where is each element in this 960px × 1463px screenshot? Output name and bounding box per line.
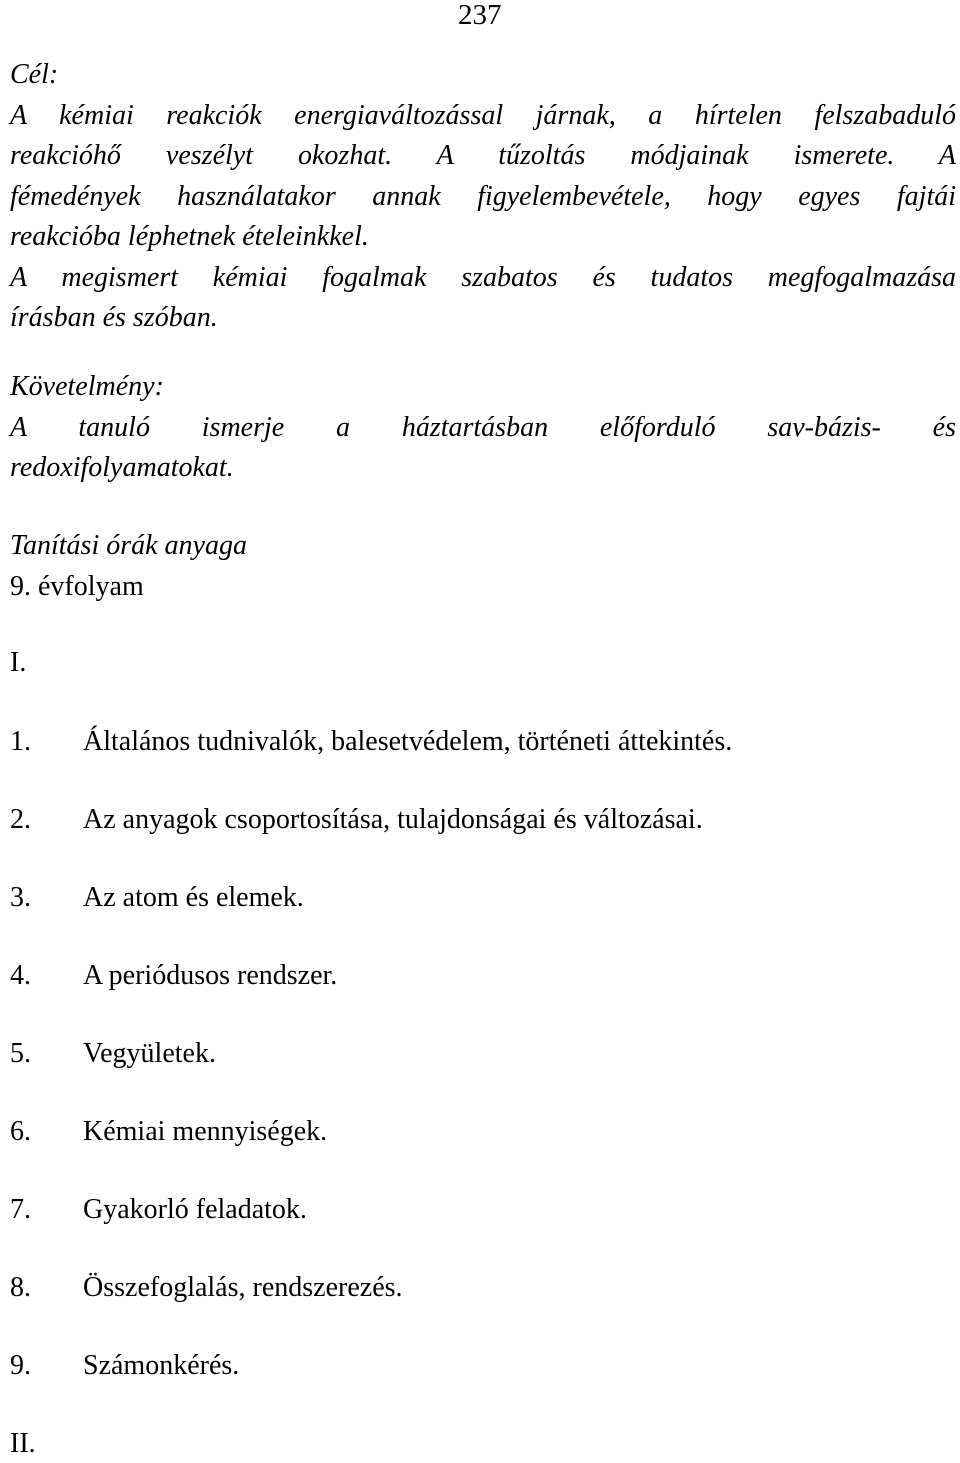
lesson-item [10,1115,950,1193]
lesson-title: Vegyületek. [83,1038,216,1069]
lesson-title: Az atom és elemek. [83,882,304,913]
page-number: 237 [458,0,502,31]
cel-line: reakcióba léphetnek ételeinkkel. [10,221,369,252]
lesson-number: 9. [10,1350,31,1381]
lesson-number: 6. [10,1116,31,1147]
tanitasi-section [10,526,956,607]
lesson-number: 2. [10,804,31,835]
lesson-number: 7. [10,1194,31,1225]
lesson-list [10,725,950,1427]
cel-line: A kémiai reakciók energiaváltozással járnak, a hírtelen felszabaduló [10,99,956,131]
tanitasi-heading: Tanítási órák anyaga [10,530,247,561]
cel-line: A megismert kémiai fogalmak szabatos és tudatos megfogalmazása [10,261,956,293]
kovetelmeny-line: A tanuló ismerje a háztartásban előforduló sav-bázis- és [10,411,956,443]
section-heading-1: I. [10,647,27,678]
cel-line: fémedények használatakor annak figyelembevétele, hogy egyes fajtái [10,180,956,212]
cel-line: reakcióhő veszélyt okozhat. A tűzoltás módjainak ismerete. A [10,140,956,171]
lesson-number: 1. [10,726,31,757]
lesson-title: Számonkérés. [83,1350,240,1381]
lesson-number: 3. [10,882,31,913]
lesson-number: 5. [10,1038,31,1069]
lesson-title: Összefoglalás, rendszerezés. [83,1272,403,1303]
cel-heading: Cél: [10,59,59,90]
lesson-item [10,1193,950,1271]
grade-label: 9. évfolyam [10,570,144,602]
lesson-number: 8. [10,1272,31,1303]
kovetelmeny-line: redoxifolyamatokat. [10,452,234,483]
lesson-title: Kémiai mennyiségek. [83,1116,328,1147]
kovetelmeny-section [10,367,956,489]
lesson-item [10,1271,950,1349]
lesson-number: 4. [10,960,31,991]
lesson-title: A periódusos rendszer. [83,960,338,991]
lesson-title: Az anyagok csoportosítása, tulajdonságai és változásai. [83,804,703,835]
section-heading-2: II. [10,1428,36,1459]
lesson-item [10,725,950,803]
kovetelmeny-heading: Követelmény: [10,371,164,402]
cel-section [10,55,956,339]
lesson-item [10,959,950,1037]
lesson-title: Gyakorló feladatok. [83,1194,307,1225]
lesson-title: Általános tudnivalók, balesetvédelem, történeti áttekintés. [83,726,733,757]
lesson-item [10,1349,950,1427]
lesson-item [10,1037,950,1115]
lesson-item [10,881,950,959]
lesson-item [10,803,950,881]
cel-line: írásban és szóban. [10,302,218,333]
